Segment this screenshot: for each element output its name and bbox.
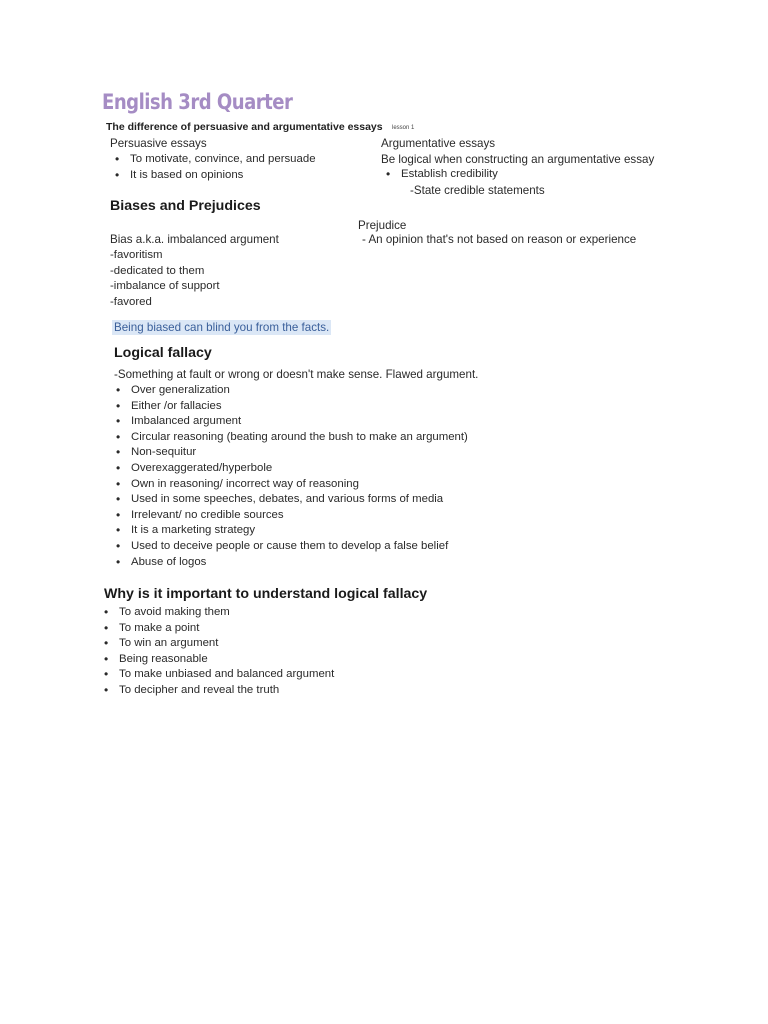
list-item: • Overexaggerated/hyperbole xyxy=(115,461,468,477)
list-item: • Own in reasoning/ incorrect way of reasoning xyxy=(115,477,468,493)
biases-heading: Biases and Prejudices xyxy=(110,198,261,214)
list-item: • To win an argument xyxy=(103,636,334,652)
list-item: • Establish credibility xyxy=(385,167,498,183)
argumentative-sub-item: -State credible statements xyxy=(410,184,545,197)
argumentative-list xyxy=(385,167,498,183)
list-item: -favored xyxy=(110,295,152,308)
list-item: • It is based on opinions xyxy=(114,168,316,184)
logical-fallacy-definition: -Something at fault or wrong or doesn't make sense. Flawed argument. xyxy=(114,368,479,381)
logical-fallacy-list xyxy=(115,383,468,570)
list-item: -imbalance of support xyxy=(110,280,220,293)
list-item: • Used to deceive people or cause them to develop a false belief xyxy=(115,539,468,555)
list-item: • Irrelevant/ no credible sources xyxy=(115,508,468,524)
argumentative-heading: Argumentative essays xyxy=(381,137,496,150)
list-item: • To make unbiased and balanced argument xyxy=(103,667,334,683)
list-item: • It is a marketing strategy xyxy=(115,523,468,539)
list-item: • Over generalization xyxy=(115,383,468,399)
list-item: • Imbalanced argument xyxy=(115,414,468,430)
persuasive-heading: Persuasive essays xyxy=(110,137,207,150)
why-important-list xyxy=(103,605,334,699)
prejudice-heading: Prejudice xyxy=(358,219,407,232)
list-item: • Abuse of logos xyxy=(115,555,468,571)
list-item: • Non-sequitur xyxy=(115,445,468,461)
bias-definition: Bias a.k.a. imbalanced argument xyxy=(110,233,279,246)
list-item: • To make a point xyxy=(103,621,334,637)
persuasive-list xyxy=(114,152,316,183)
page-title: English 3rd Quarter xyxy=(102,90,293,114)
list-item: -dedicated to them xyxy=(110,264,205,277)
section-subtitle: The difference of persuasive and argumentative essays xyxy=(106,121,383,133)
list-item: • To decipher and reveal the truth xyxy=(103,683,334,699)
list-item: • Either /or fallacies xyxy=(115,399,468,415)
list-item: • To avoid making them xyxy=(103,605,334,621)
bias-list xyxy=(110,248,220,310)
lesson-tag: lesson 1 xyxy=(392,125,415,131)
highlighted-note: Being biased can blind you from the facts. xyxy=(114,321,330,334)
why-important-heading: Why is it important to understand logical fallacy xyxy=(104,586,428,602)
logical-fallacy-heading: Logical fallacy xyxy=(114,345,212,361)
list-item: • To motivate, convince, and persuade xyxy=(114,152,316,168)
list-item: • Circular reasoning (beating around the bush to make an argument) xyxy=(115,430,468,446)
list-item: • Being reasonable xyxy=(103,652,334,668)
prejudice-item: - An opinion that's not based on reason or experience xyxy=(362,233,637,246)
list-item: • Used in some speeches, debates, and various forms of media xyxy=(115,492,468,508)
list-item: -favoritism xyxy=(110,249,163,261)
argumentative-line: Be logical when constructing an argumentative essay xyxy=(381,153,655,166)
